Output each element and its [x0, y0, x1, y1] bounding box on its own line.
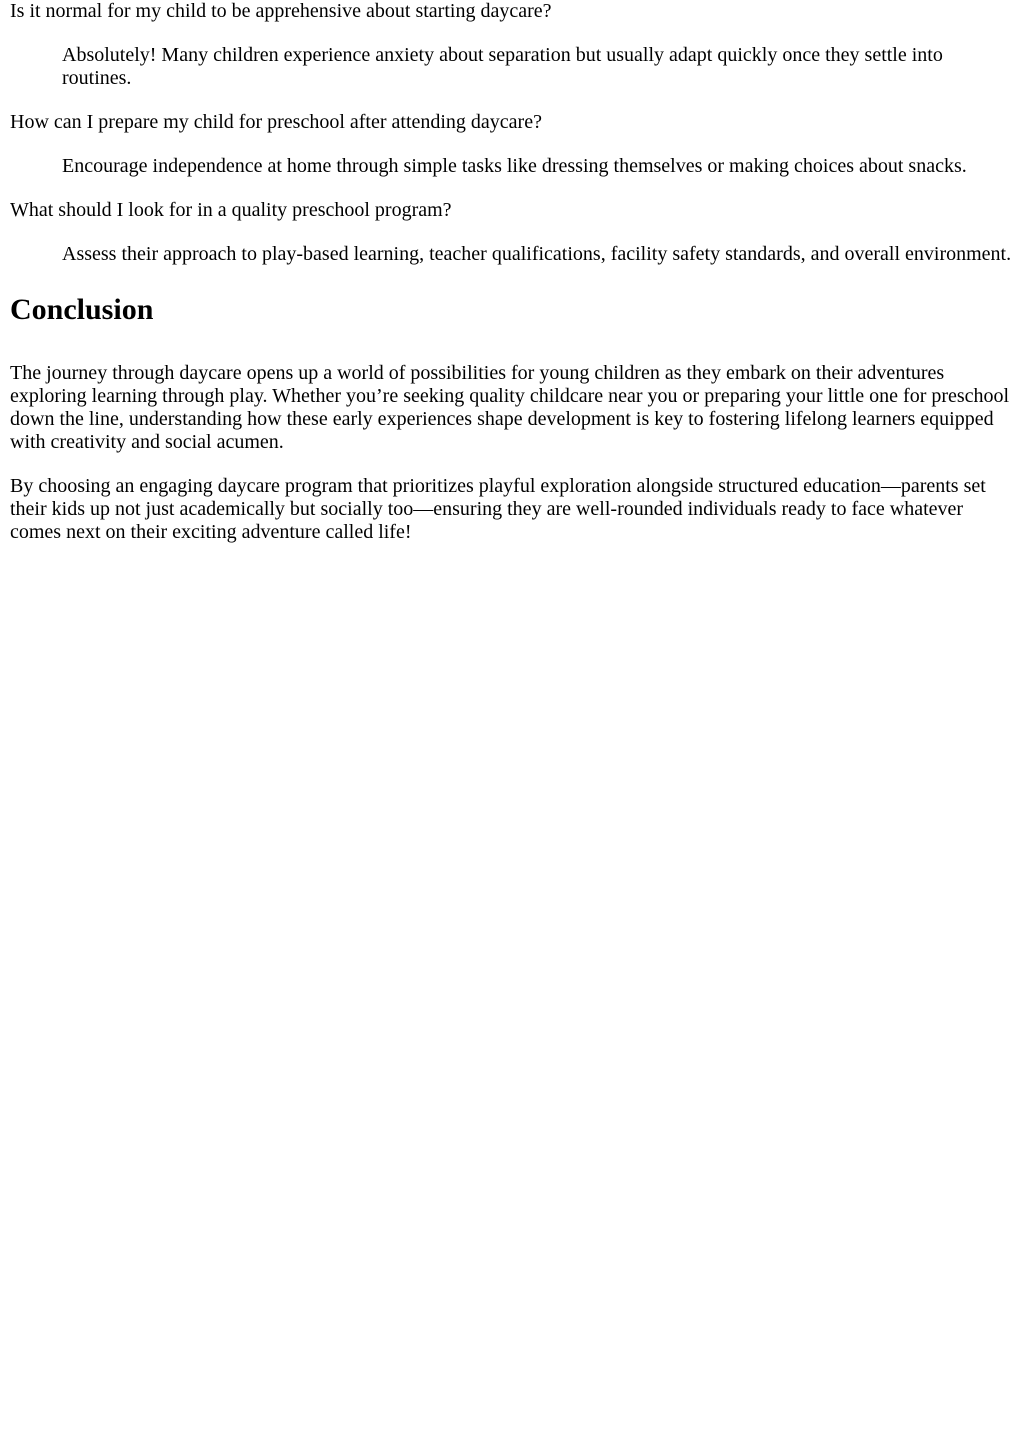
faq-question: Is it normal for my child to be apprehensive about starting daycare?: [10, 0, 552, 22]
faq-question: What should I look for in a quality preschool program?: [10, 199, 452, 221]
faq-question: How can I prepare my child for preschool after attending daycare?: [10, 111, 542, 133]
conclusion-heading: Conclusion: [10, 293, 154, 326]
faq-answer: Encourage independence at home through simple tasks like dressing themselves or making choices about snacks.: [62, 155, 967, 177]
faq-answer: Absolutely! Many children experience anxiety about separation but usually adapt quickly once they settle into routines.: [62, 44, 943, 89]
conclusion-paragraph: The journey through daycare opens up a world of possibilities for young children as they embark on their adventures exploring learning through play. Whether you’re seeking quality childcare near you or preparing your little one for preschool down the line, understanding how these early experiences shape development is key to fostering lifelong learners equipped with creativity and social acumen.: [10, 362, 1010, 453]
faq-list: [10, 0, 1014, 266]
conclusion-paragraph: By choosing an engaging daycare program that prioritizes playful exploration alongside structured education—parents set their kids up not just academically but socially too—ensuring they are well-rounded individuals ready to face whatever comes next on their exciting adventure called life!: [10, 475, 986, 543]
faq-answer: Assess their approach to play-based learning, teacher qualifications, facility safety standards, and overall environment.: [62, 243, 1012, 265]
article-page: [0, 0, 1024, 544]
